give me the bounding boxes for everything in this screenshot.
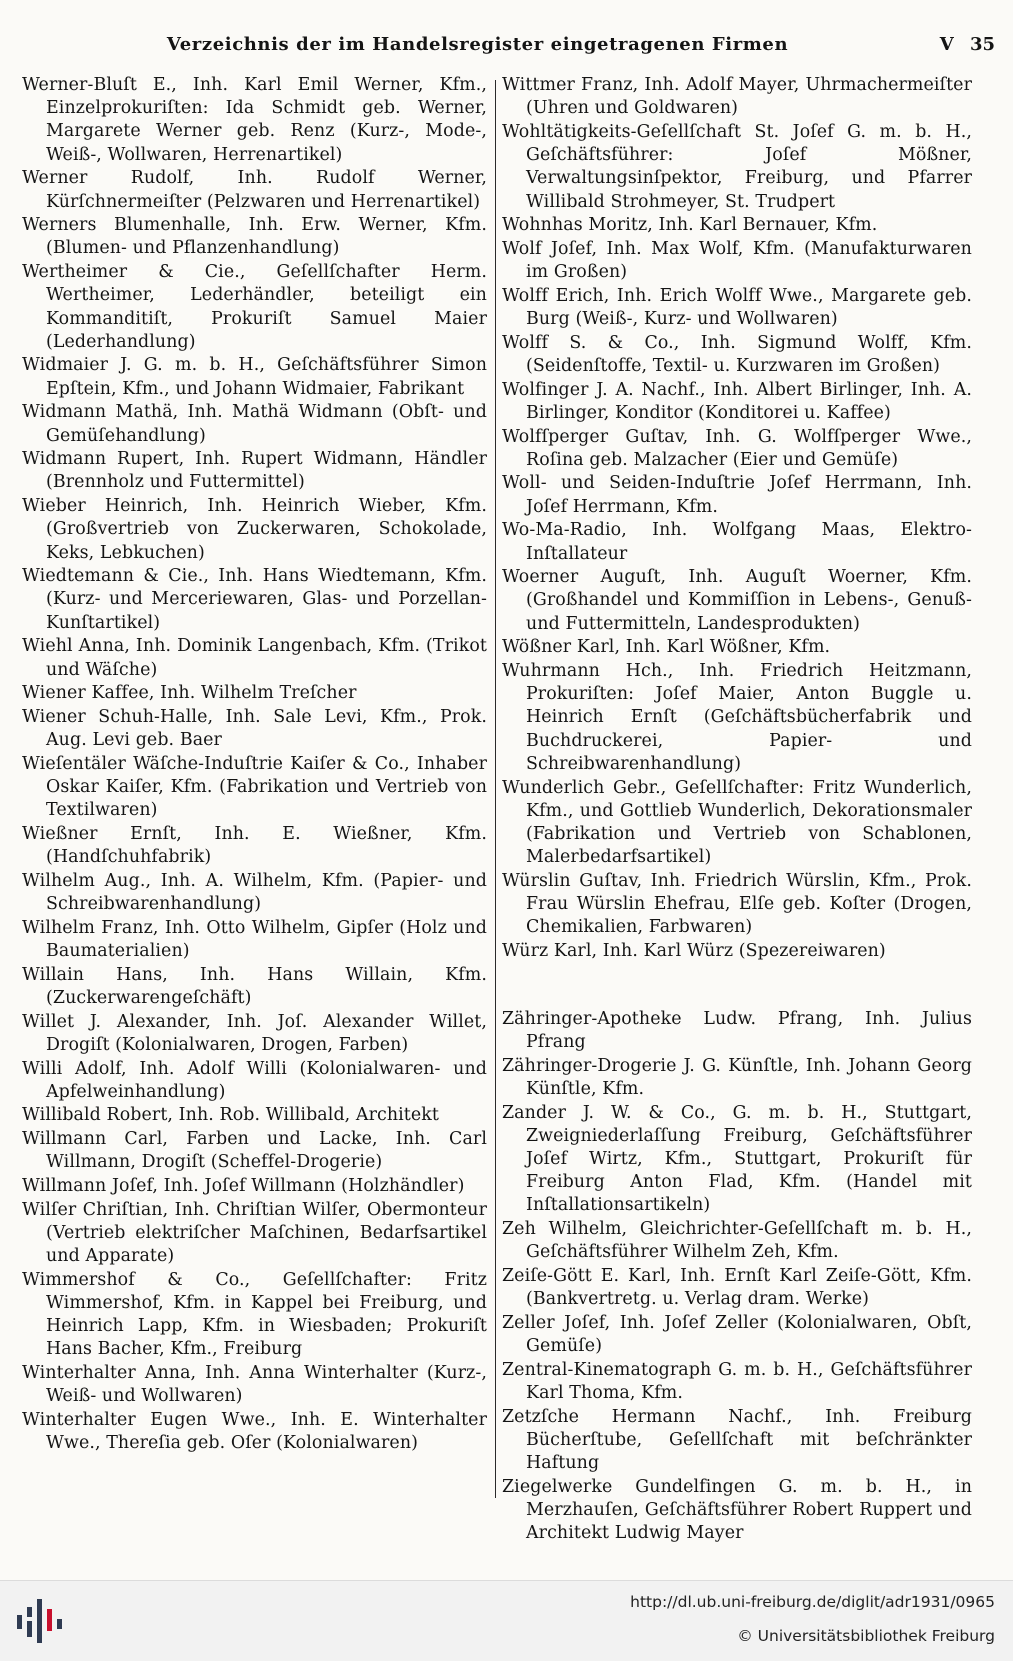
directory-entry: Widmaier J. G. m. b. H., Geſchäftsführer Simon Epſtein, Kfm., und Johann Widmaier, Fabrikant [22, 355, 487, 399]
directory-entry: Wertheimer & Cie., Geſellſchafter Herm. Wertheimer, Lederhändler, beteiligt ein Kommanditiſt, Prokuriſt Samuel Maier (Lederhandlung) [22, 262, 487, 352]
directory-entry: Wimmershof & Co., Geſellſchafter: Fritz Wimmershof, Kfm. in Kappel bei Freiburg, und Heinrich Lapp, Kfm. in Wiesbaden; Prokuriſt Hans Bacher, Kfm., Freiburg [22, 1269, 487, 1360]
directory-entry: Willmann Carl, Farben und Lacke, Inh. Carl Willmann, Drogiſt (Scheffel-Drogerie) [22, 1129, 487, 1173]
directory-entry: Würslin Guſtav, Inh. Friedrich Würslin, Kfm., Prok. Frau Würslin Ehefrau, Elſe geb. Koſter (Drogen, Chemikalien, Farbwaren) [502, 870, 972, 938]
directory-entry: Wießner Ernſt, Inh. E. Wießner, Kfm. (Handſchuhfabrik) [22, 824, 487, 868]
column-divider [495, 80, 496, 1498]
directory-entry: Wolf Joſef, Inh. Max Wolf, Kfm. (Manufakturwaren im Großen) [502, 238, 972, 283]
directory-entry: Wiener Kaffee, Inh. Wilhelm Treſcher [22, 683, 357, 704]
directory-entry: Würz Karl, Inh. Karl Würz (Spezereiwaren) [502, 941, 886, 962]
directory-entry: Werner-Bluſt E., Inh. Karl Emil Werner, Kfm., Einzelprokuriſten: Ida Schmidt geb. Werner, Margarete Werner geb. Renz (Kurz-, Mode-, Weiß-, Wollwaren, Herrenartikel) [22, 75, 487, 165]
directory-entry: Widmann Mathä, Inh. Mathä Widmann (Obſt- und Gemüſehandlung) [22, 402, 487, 446]
directory-entry: Wolfinger J. A. Nachf., Inh. Albert Birlinger, Inh. A. Birlinger, Konditor (Konditorei u. Kaffee) [502, 379, 972, 423]
directory-entry: Wo-Ma-Radio, Inh. Wolfgang Maas, Elektro-Inſtallateur [502, 520, 972, 564]
viewer-footer [0, 1580, 1013, 1661]
directory-entry: Willet J. Alexander, Inh. Joſ. Alexander Willet, Drogiſt (Kolonialwaren, Drogen, Farben) [22, 1011, 487, 1055]
directory-entry: Wilhelm Aug., Inh. A. Wilhelm, Kfm. (Papier- und Schreibwarenhandlung) [22, 870, 487, 915]
directory-entry: Wieſentäler Wäſche-Induſtrie Kaiſer & Co., Inhaber Oskar Kaiſer, Kfm. (Fabrikation und Vertrieb von Textilwaren) [22, 753, 487, 821]
right-column-w-entries [502, 74, 972, 963]
directory-entry: Wohnhas Moritz, Inh. Karl Bernauer, Kfm. [502, 215, 878, 236]
directory-entry: Wuhrmann Hch., Inh. Friedrich Heitzmann, Prokuriſten: Joſef Maier, Anton Buggle u. Heinrich Ernſt (Geſchäftsbücherfabrik und Buchdruckerei, Papier- und Schreibwarenhandlung) [502, 661, 972, 774]
directory-entry: Zeiſe-Gött E. Karl, Inh. Ernſt Karl Zeiſe-Gött, Kfm. (Bankvertretg. u. Verlag dram. Werke) [502, 1265, 972, 1310]
left-column [22, 74, 487, 1490]
directory-entry: Widmann Rupert, Inh. Rupert Widmann, Händler (Brennholz und Futtermittel) [22, 449, 487, 493]
directory-entry: Woerner Auguſt, Inh. Auguſt Woerner, Kfm. (Großhandel und Kommiſſion in Lebens-, Genuß- und Futtermitteln, Landesprodukten) [502, 567, 972, 634]
ub-freiburg-logo-icon[interactable] [14, 1595, 64, 1647]
directory-entry: Zetzſche Hermann Nachf., Inh. Freiburg Bücherſtube, Geſellſchaft mit beſchränkter Haftung [502, 1406, 972, 1474]
directory-entry: Werners Blumenhalle, Inh. Erw. Werner, Kfm. (Blumen- und Pflanzenhandlung) [22, 215, 487, 259]
permalink-url[interactable]: http://dl.ub.uni-freiburg.de/diglit/adr1931/0965 [630, 1593, 995, 1611]
running-head [20, 34, 995, 64]
copyright-notice: © Universitätsbibliothek Freiburg [737, 1627, 995, 1645]
directory-entry: Wiedtemann & Cie., Inh. Hans Wiedtemann, Kfm. (Kurz- und Merceriewaren, Glas- und Porzellan-Kunſtartikel) [22, 566, 487, 633]
directory-entry: Wolff S. & Co., Inh. Sigmund Wolff, Kfm. (Seidenſtoffe, Textil- u. Kurzwaren im Großen) [502, 332, 972, 376]
directory-entry: Werner Rudolf, Inh. Rudolf Werner, Kürſchnermeiſter (Pelzwaren und Herrenartikel) [22, 168, 487, 212]
directory-entry: Zeller Joſef, Inh. Joſef Zeller (Kolonialwaren, Obſt, Gemüſe) [502, 1312, 972, 1357]
directory-entry: Zentral-Kinematograph G. m. b. H., Geſchäftsführer Karl Thoma, Kfm. [502, 1359, 972, 1403]
directory-entry: Wolfſperger Guſtav, Inh. G. Wolfſperger Wwe., Roſina geb. Malzacher (Eier und Gemüſe) [502, 426, 972, 470]
directory-entry: Winterhalter Eugen Wwe., Inh. E. Winterhalter Wwe., Thereſia geb. Oſer (Kolonialwaren) [22, 1410, 487, 1454]
page-header-title: Verzeichnis der im Handelsregister eingetragenen Firmen [166, 34, 789, 55]
directory-entry: Zander J. W. & Co., G. m. b. H., Stuttgart, Zweigniederlaſſung Freiburg, Geſchäftsführer Joſef Wirtz, Kfm., Stuttgart, Prokuriſt für Freiburg Anton Flad, Kfm. (Handel mit Inſtallationsartikeln) [502, 1102, 972, 1216]
directory-entry: Wiener Schuh-Halle, Inh. Sale Levi, Kfm., Prok. Aug. Levi geb. Baer [22, 706, 487, 751]
directory-entry: Wittmer Franz, Inh. Adolf Mayer, Uhrmachermeiſter (Uhren und Goldwaren) [502, 75, 972, 119]
right-column [502, 74, 972, 1544]
letter-gap [502, 964, 972, 1008]
directory-entry: Willibald Robert, Inh. Rob. Willibald, Architekt [22, 1105, 440, 1126]
directory-entry: Woll- und Seiden-Induſtrie Joſef Herrmann, Inh. Joſef Herrmann, Kfm. [502, 473, 972, 517]
directory-entry: Wilhelm Franz, Inh. Otto Wilhelm, Gipſer (Holz und Baumaterialien) [22, 917, 487, 962]
directory-entry: Zeh Wilhelm, Gleichrichter-Geſellſchaft m. b. H., Geſchäftsführer Wilhelm Zeh, Kfm. [502, 1219, 972, 1263]
directory-entry: Zähringer-Apotheke Ludw. Pfrang, Inh. Julius Pfrang [502, 1008, 972, 1052]
directory-entry: Willmann Joſef, Inh. Joſef Willmann (Holzhändler) [22, 1176, 465, 1197]
directory-entry: Wunderlich Gebr., Geſellſchafter: Fritz Wunderlich, Kfm., und Gottlieb Wunderlich, Dekorationsmaler (Fabrikation und Vertrieb von Schablonen, Malerbedarfsartikel) [502, 777, 972, 868]
directory-entry: Willain Hans, Inh. Hans Willain, Kfm. (Zuckerwarengeſchäft) [22, 964, 487, 1008]
right-column-z-entries [502, 1008, 972, 1546]
directory-entry: Ziegelwerke Gundelfingen G. m. b. H., in Merzhauſen, Geſchäftsführer Robert Ruppert und Architekt Ludwig Mayer [502, 1476, 972, 1544]
directory-entry: Wiehl Anna, Inh. Dominik Langenbach, Kfm. (Trikot und Wäſche) [22, 636, 487, 680]
page-number: V 35 [939, 34, 995, 55]
directory-entry: Wilſer Chriſtian, Inh. Chriſtian Wilſer, Obermonteur (Vertrieb elektriſcher Maſchinen, Bedarfsartikel und Apparate) [22, 1199, 487, 1267]
directory-entry: Wohltätigkeits-Geſellſchaft St. Joſef G. m. b. H., Geſchäftsführer: Joſef Mößner, Verwaltungsinſpektor, Freiburg, und Pfarrer Willibald Strohmeyer, St. Trudpert [502, 121, 972, 212]
directory-entry: Wieber Heinrich, Inh. Heinrich Wieber, Kfm. (Großvertrieb von Zuckerwaren, Schokolade, Keks, Lebkuchen) [22, 496, 487, 563]
directory-entry: Winterhalter Anna, Inh. Anna Winterhalter (Kurz-, Weiß- und Wollwaren) [22, 1363, 487, 1407]
directory-entry: Wolff Erich, Inh. Erich Wolff Wwe., Margarete geb. Burg (Weiß-, Kurz- und Wollwaren) [502, 285, 972, 330]
directory-entry: Zähringer-Drogerie J. G. Künſtle, Inh. Johann Georg Künſtle, Kfm. [502, 1055, 972, 1099]
directory-entry: Wößner Karl, Inh. Karl Wößner, Kfm. [502, 637, 831, 658]
directory-entry: Willi Adolf, Inh. Adolf Willi (Kolonialwaren- und Apfelweinhandlung) [22, 1058, 487, 1102]
